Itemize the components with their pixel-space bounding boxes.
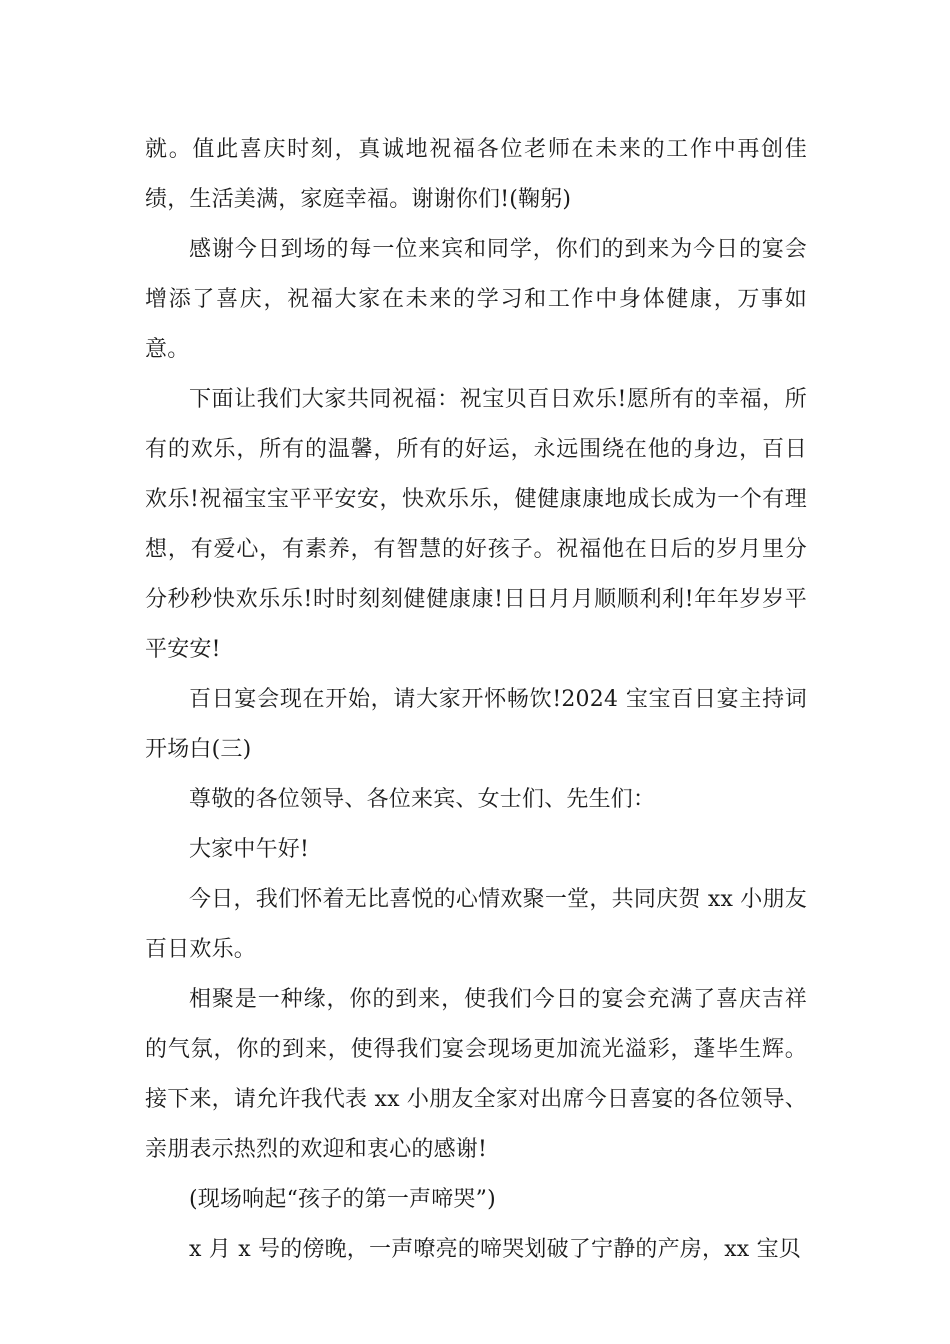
paragraph-7: 今日，我们怀着无比喜悦的心情欢聚一堂，共同庆贺 xx 小朋友百日欢乐。 <box>145 887 807 962</box>
paragraph-2: 感谢今日到场的每一位来宾和同学，你们的到来为今日的宴会增添了喜庆，祝福大家在未来的学习和工作中身体健康，万事如意。 <box>145 237 807 362</box>
document-body <box>145 125 807 1275</box>
paragraph-4: 百日宴会现在开始，请大家开怀畅饮!2024 宝宝百日宴主持词开场白(三) <box>145 687 807 762</box>
paragraph-8: 相聚是一种缘，你的到来，使我们今日的宴会充满了喜庆吉祥的气氛，你的到来，使得我们宴会现场更加流光溢彩，蓬毕生辉。接下来，请允许我代表 xx 小朋友全家对出席今日喜宴的各位领导、亲朋表示热烈的欢迎和衷心的感谢! <box>145 987 807 1162</box>
paragraph-6: 大家中午好! <box>189 837 310 862</box>
paragraph-10: x 月 x 号的傍晚，一声嘹亮的啼哭划破了宁静的产房，xx 宝贝 <box>189 1237 802 1262</box>
paragraph-3: 下面让我们大家共同祝福：祝宝贝百日欢乐!愿所有的幸福，所有的欢乐，所有的温馨，所有的好运，永远围绕在他的身边，百日欢乐!祝福宝宝平平安安，快欢乐乐，健健康康地成长成为一个有理想，有爱心，有素养，有智慧的好孩子。祝福他在日后的岁月里分分秒秒快欢乐乐!时时刻刻健健康康!日日月月顺顺利利!年年岁岁平平安安! <box>145 387 807 662</box>
paragraph-1: 就。值此喜庆时刻，真诚地祝福各位老师在未来的工作中再创佳绩，生活美满，家庭幸福。谢谢你们!(鞠躬) <box>145 137 807 212</box>
paragraph-5: 尊敬的各位领导、各位来宾、女士们、先生们： <box>189 787 656 812</box>
paragraph-9: (现场响起“孩子的第一声啼哭”) <box>189 1187 496 1212</box>
